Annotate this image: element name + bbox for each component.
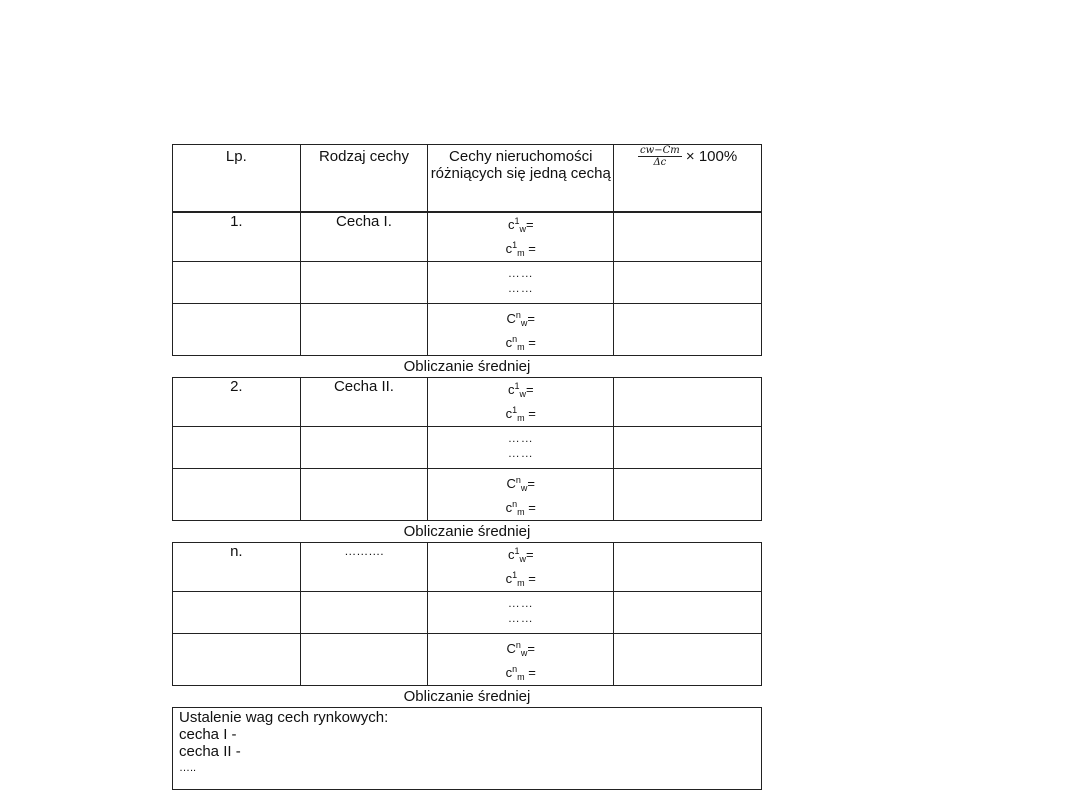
value-m-first: $c^1_m$ =: [505, 240, 536, 258]
value-w-last: $C^n_w=$: [506, 640, 535, 658]
dots-line: ……: [507, 446, 534, 460]
empty-cell: [173, 592, 301, 634]
section-result-cell: [614, 213, 762, 262]
average-label: Obliczanie średniej: [403, 523, 531, 540]
value-w-first: $c^1_w=$: [507, 546, 534, 564]
section-last-row: [173, 469, 762, 521]
section-first-row: [173, 378, 762, 427]
document-table-form: [172, 144, 762, 790]
section-table: [172, 212, 762, 356]
formula-denominator: Δc: [653, 157, 667, 168]
value-w-first: $c^1_w=$: [507, 381, 534, 399]
section-result-cell: [614, 543, 762, 592]
dots-line: ……: [507, 281, 534, 295]
empty-cell: [173, 469, 301, 521]
weights-title: Ustalenie wag cech rynkowych:: [179, 709, 389, 726]
section-last-row: [173, 634, 762, 686]
section-1: [172, 212, 762, 377]
empty-cell: [614, 634, 762, 686]
empty-cell: [300, 592, 428, 634]
section-lp: n.: [173, 543, 301, 592]
header-formula: [614, 145, 762, 212]
section-table: [172, 377, 762, 521]
empty-cell: [300, 634, 428, 686]
section-result-cell: [614, 378, 762, 427]
section-dots: [428, 427, 614, 469]
section-table: [172, 542, 762, 686]
section-dots-row: [173, 262, 762, 304]
section-values-last: [428, 634, 614, 686]
section-dots: [428, 262, 614, 304]
empty-cell: [614, 304, 762, 356]
average-label: Obliczanie średniej: [403, 688, 531, 705]
section-values-last: [428, 469, 614, 521]
weights-line-cecha-2: cecha II -: [179, 743, 241, 760]
empty-cell: [614, 262, 762, 304]
header-row: [173, 145, 762, 212]
section-rodzaj: ……….: [300, 543, 428, 592]
section-rodzaj: Cecha II.: [300, 378, 428, 427]
empty-cell: [173, 304, 301, 356]
section-rodzaj: Cecha I.: [300, 213, 428, 262]
value-m-last: $c^n_m$ =: [505, 334, 536, 352]
empty-cell: [614, 427, 762, 469]
section-dots: [428, 592, 614, 634]
section-lp: 2.: [173, 378, 301, 427]
value-m-last: $c^n_m$ =: [505, 664, 536, 682]
section-first-row: [173, 543, 762, 592]
value-m-first: $c^1_m$ =: [505, 570, 536, 588]
empty-cell: [614, 469, 762, 521]
value-m-last: $c^n_m$ =: [505, 499, 536, 517]
empty-cell: [173, 262, 301, 304]
header-lp: Lp.: [173, 145, 301, 212]
average-label: Obliczanie średniej: [403, 358, 531, 375]
section-dots-row: [173, 427, 762, 469]
empty-cell: [300, 427, 428, 469]
weights-line-dots: …..: [179, 762, 197, 774]
section-dots-row: [173, 592, 762, 634]
header-table: [172, 144, 762, 212]
empty-cell: [614, 592, 762, 634]
section-lp: 1.: [173, 213, 301, 262]
weights-box: [172, 707, 762, 790]
section-values-first: [428, 213, 614, 262]
empty-cell: [300, 304, 428, 356]
formula-numerator: cw−Cm: [640, 145, 680, 156]
section-2: [172, 377, 762, 542]
empty-cell: [173, 427, 301, 469]
formula-fraction: [638, 145, 682, 169]
value-w-last: $C^n_w=$: [506, 310, 535, 328]
formula-tail: × 100%: [685, 147, 738, 165]
value-w-last: $C^n_w=$: [506, 475, 535, 493]
header-rodzaj-cechy: Rodzaj cechy: [300, 145, 428, 212]
empty-cell: [173, 634, 301, 686]
section-3: [172, 542, 762, 707]
value-m-first: $c^1_m$ =: [505, 405, 536, 423]
empty-cell: [300, 469, 428, 521]
dots-line: ……: [507, 266, 534, 280]
dots-line: ……: [507, 611, 534, 625]
weights-line-cecha-1: cecha I -: [179, 726, 237, 743]
dots-line: ……: [507, 596, 534, 610]
section-values-first: [428, 543, 614, 592]
header-cechy-nieruchomosci: Cechy nieruchomości różniących się jedną cechą: [428, 145, 614, 212]
section-values-last: [428, 304, 614, 356]
empty-cell: [300, 262, 428, 304]
dots-line: ……: [507, 431, 534, 445]
value-w-first: $c^1_w=$: [507, 216, 534, 234]
section-values-first: [428, 378, 614, 427]
section-last-row: [173, 304, 762, 356]
section-first-row: [173, 213, 762, 262]
